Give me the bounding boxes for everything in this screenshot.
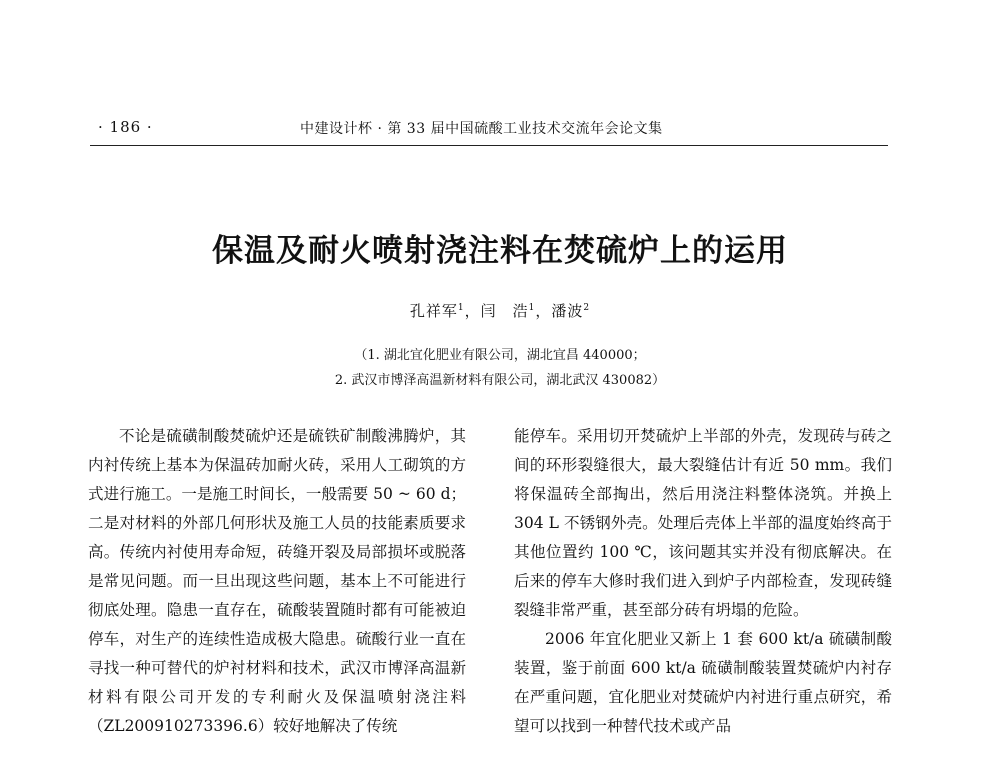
body-column-left	[88, 422, 466, 741]
author-name: 闫 浩	[480, 302, 529, 320]
body-paragraph: 2006 年宜化肥业又新上 1 套 600 kt/a 硫磺制酸装置，鉴于前面 600 kt/a 硫磺制酸装置焚硫炉内衬存在严重问题，宜化肥业对焚硫炉内衬进行重点研究，希望可以找到一种替代技术或产品	[514, 630, 892, 735]
running-head: 中建设计杯 · 第 33 届中国硫酸工业技术交流年会论文集	[300, 121, 663, 137]
author-name: 潘波	[551, 302, 584, 320]
author-affiliation-mark: 1	[528, 303, 536, 313]
body-paragraph: 不论是硫磺制酸焚硫炉还是硫铁矿制酸沸腾炉，其内衬传统上基本为保温砖加耐火砖，采用人工砌筑的方式进行施工。一是施工时间长，一般需要 50 ~ 60 d；二是对材料的外部几何形状及施工人员的技能素质要求高。传统内衬使用寿命短，砖缝开裂及局部损坏或脱落是常见问题。而一旦出现这些问题，基本上不可能进行彻底处理。隐患一直存在，硫酸装置随时都有可能被迫停车，对生产的连续性造成极大隐患。硫酸行业一直在寻找一种可替代的炉衬材料和技术，武汉市博泽高温新材料有限公司开发的专利耐火及保温喷射浇注料（ZL200910273396.6）较好地解决了传统	[88, 427, 466, 735]
paper-title: 保温及耐火喷射浇注料在焚硫炉上的运用	[212, 233, 788, 269]
author-list: 孔祥军$^1$，闫 浩$^1$，潘波$^2$	[409, 302, 591, 320]
body-paragraph-continued: 能停车。采用切开焚硫炉上半部的外壳，发现砖与砖之间的环形裂缝很大，最大裂缝估计有近 50 mm。我们将保温砖全部掏出，然后用浇注料整体浇筑。并换上 304 L 不锈钢外壳。处理后壳体上半部的温度始终高于其他位置约 100 ℃，该问题其实并没有彻底解决。在后来的停车大修时我们进入到炉子内部检查，发现砖缝裂缝非常严重，甚至部分砖有坍塌的危险。	[514, 427, 892, 619]
affiliation-line-2: 2. 武汉市博泽高温新材料有限公司，湖北武汉 430082）	[334, 373, 666, 388]
author-affiliation-mark: 1	[457, 303, 465, 313]
affiliation-line-1: （1. 湖北宜化肥业有限公司，湖北宜昌 440000；	[354, 348, 646, 363]
page-header	[90, 116, 888, 140]
header-rule	[90, 145, 888, 146]
body-column-right	[514, 422, 892, 741]
page-number: · 186 ·	[98, 118, 153, 136]
author-affiliation-mark: 2	[583, 303, 591, 313]
author-name: 孔祥军	[409, 302, 458, 320]
